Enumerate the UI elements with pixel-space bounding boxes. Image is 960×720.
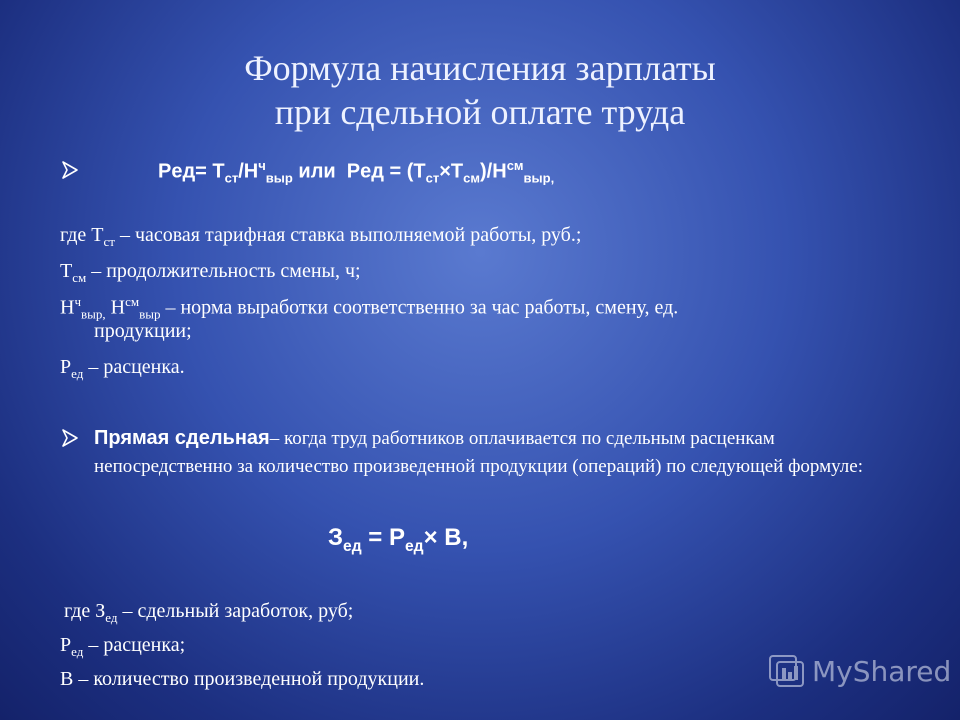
definition-output-norm: $Н^ч_{выр,}$ $Н^{см}_{выр}$ – норма выработки соответственно за час работы, смену, ед. <box>60 294 679 322</box>
title-line-2: при сдельной оплате труда <box>274 92 686 132</box>
arrow-bullet-icon <box>60 160 80 180</box>
myshared-logo-icon <box>768 654 806 688</box>
arrow-bullet-icon <box>60 428 80 448</box>
definition-shift-duration: $Т_{см}$ – продолжительность смены, ч; <box>60 260 361 285</box>
definition-rate-2: $Р_{ед}$ – расценка; <box>60 634 186 659</box>
slide-title <box>0 46 960 134</box>
definition-output-norm-cont: продукции; <box>94 320 192 342</box>
definition-quantity: В – количество произведенной продукции. <box>60 668 425 690</box>
definition-rate: $Р_{ед}$ – расценка. <box>60 356 185 381</box>
formula-piecework-earnings: $З_{ед} = Р_{ед}\times В$, <box>328 524 469 555</box>
watermark <box>768 654 951 688</box>
direct-piecework-text: – когда труд работников оплачивается по сдельным расценкам непосредственно за количество произведенной продукции (операций) по следующей формуле: <box>94 428 863 477</box>
definition-earnings: где $З_{ед}$ – сдельный заработок, руб; <box>64 600 354 625</box>
watermark-text: MyShared <box>812 654 952 688</box>
title-line-1: Формула начисления зарплаты <box>244 48 716 88</box>
direct-piecework-description <box>94 424 884 481</box>
formula-piecework-rate: $Рeд= Т_{ст}/Н^ч_{выр}$ или Рeд = $(Т_{ст}\times Т_{см})/Н^{см}_{выр,}$ <box>158 158 555 186</box>
direct-piecework-term: Прямая сдельная <box>94 427 270 449</box>
definition-tariff-rate: где $Т_{ст}$ – часовая тарифная ставка выполняемой работы, руб.; <box>60 224 582 249</box>
